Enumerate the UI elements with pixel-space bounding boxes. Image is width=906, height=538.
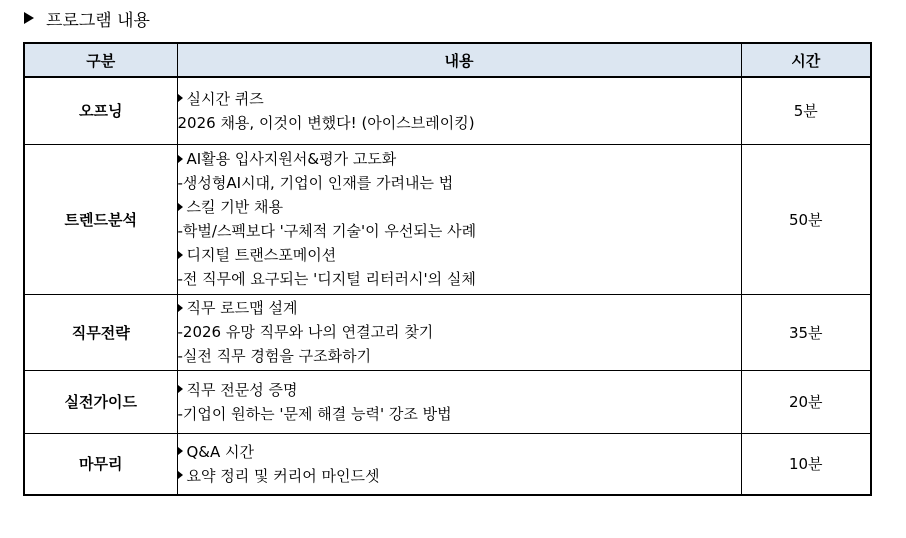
row-section: 실전가이드 xyxy=(24,370,177,433)
row-section: 마무리 xyxy=(24,433,177,495)
content-line-text: Q&A 시간 xyxy=(186,442,255,461)
content-line-text: -학벌/스펙보다 '구체적 기술'이 우선되는 사례 xyxy=(177,222,477,240)
content-line xyxy=(178,440,741,464)
header-section: 구분 xyxy=(24,43,177,77)
row-section: 직무전략 xyxy=(24,294,177,370)
content-line xyxy=(178,296,741,320)
triangle-bullet-icon xyxy=(178,304,183,312)
header-time: 시간 xyxy=(741,43,871,77)
triangle-bullet-icon xyxy=(178,471,183,479)
content-line-text: -실전 직무 경험을 구조화하기 xyxy=(177,347,372,365)
triangle-bullet-icon xyxy=(178,447,183,455)
table-row xyxy=(24,77,871,144)
content-line-text: 디지털 트랜스포메이션 xyxy=(186,246,337,264)
content-line xyxy=(178,195,741,219)
section-title xyxy=(24,6,150,30)
content-line-text: -생성형AI시대, 기업이 인재를 가려내는 법 xyxy=(177,174,454,192)
row-content xyxy=(177,370,741,433)
content-line xyxy=(178,111,741,135)
triangle-bullet-icon xyxy=(178,155,183,163)
row-time: 50분 xyxy=(741,144,871,294)
table-row xyxy=(24,433,871,495)
row-time: 5분 xyxy=(741,77,871,144)
row-section: 트렌드분석 xyxy=(24,144,177,294)
program-table xyxy=(23,42,872,496)
table-row xyxy=(24,144,871,294)
triangle-bullet-icon xyxy=(178,94,183,102)
row-section: 오프닝 xyxy=(24,77,177,144)
content-line xyxy=(178,243,741,267)
triangle-bullet-icon xyxy=(24,12,34,24)
content-line-text: 실시간 퀴즈 xyxy=(186,89,264,108)
content-line xyxy=(178,344,741,368)
content-line-text: 2026 채용, 이것이 변했다! (아이스브레이킹) xyxy=(177,113,475,132)
content-line xyxy=(178,378,741,402)
content-line xyxy=(178,402,741,426)
table-row xyxy=(24,370,871,433)
triangle-bullet-icon xyxy=(178,203,183,211)
content-line-text: -전 직무에 요구되는 '디지털 리터러시'의 실체 xyxy=(177,270,476,288)
content-line-text: AI활용 입사지원서&평가 고도화 xyxy=(186,150,397,168)
row-time: 10분 xyxy=(741,433,871,495)
content-line-text: -기업이 원하는 '문제 해결 능력' 강조 방법 xyxy=(177,404,452,423)
row-content xyxy=(177,77,741,144)
row-content xyxy=(177,144,741,294)
row-time: 35분 xyxy=(741,294,871,370)
row-content xyxy=(177,433,741,495)
content-line-text: 직무 전문성 증명 xyxy=(186,380,298,399)
content-line-text: 직무 로드맵 설계 xyxy=(186,299,298,317)
content-line xyxy=(178,464,741,488)
table-row xyxy=(24,294,871,370)
content-line xyxy=(178,219,741,243)
table-header-row xyxy=(24,43,871,77)
content-line xyxy=(178,147,741,171)
content-line-text: -2026 유망 직무와 나의 연결고리 찾기 xyxy=(177,323,434,341)
section-title-text: 프로그램 내용 xyxy=(46,10,150,31)
content-line xyxy=(178,267,741,291)
content-line xyxy=(178,87,741,111)
table-body xyxy=(24,77,871,495)
content-line xyxy=(178,171,741,195)
row-time: 20분 xyxy=(741,370,871,433)
content-line xyxy=(178,320,741,344)
triangle-bullet-icon xyxy=(178,251,183,259)
content-line-text: 요약 정리 및 커리어 마인드셋 xyxy=(186,466,380,485)
header-content: 내용 xyxy=(177,43,741,77)
triangle-bullet-icon xyxy=(178,385,183,393)
row-content xyxy=(177,294,741,370)
content-line-text: 스킬 기반 채용 xyxy=(186,198,283,216)
